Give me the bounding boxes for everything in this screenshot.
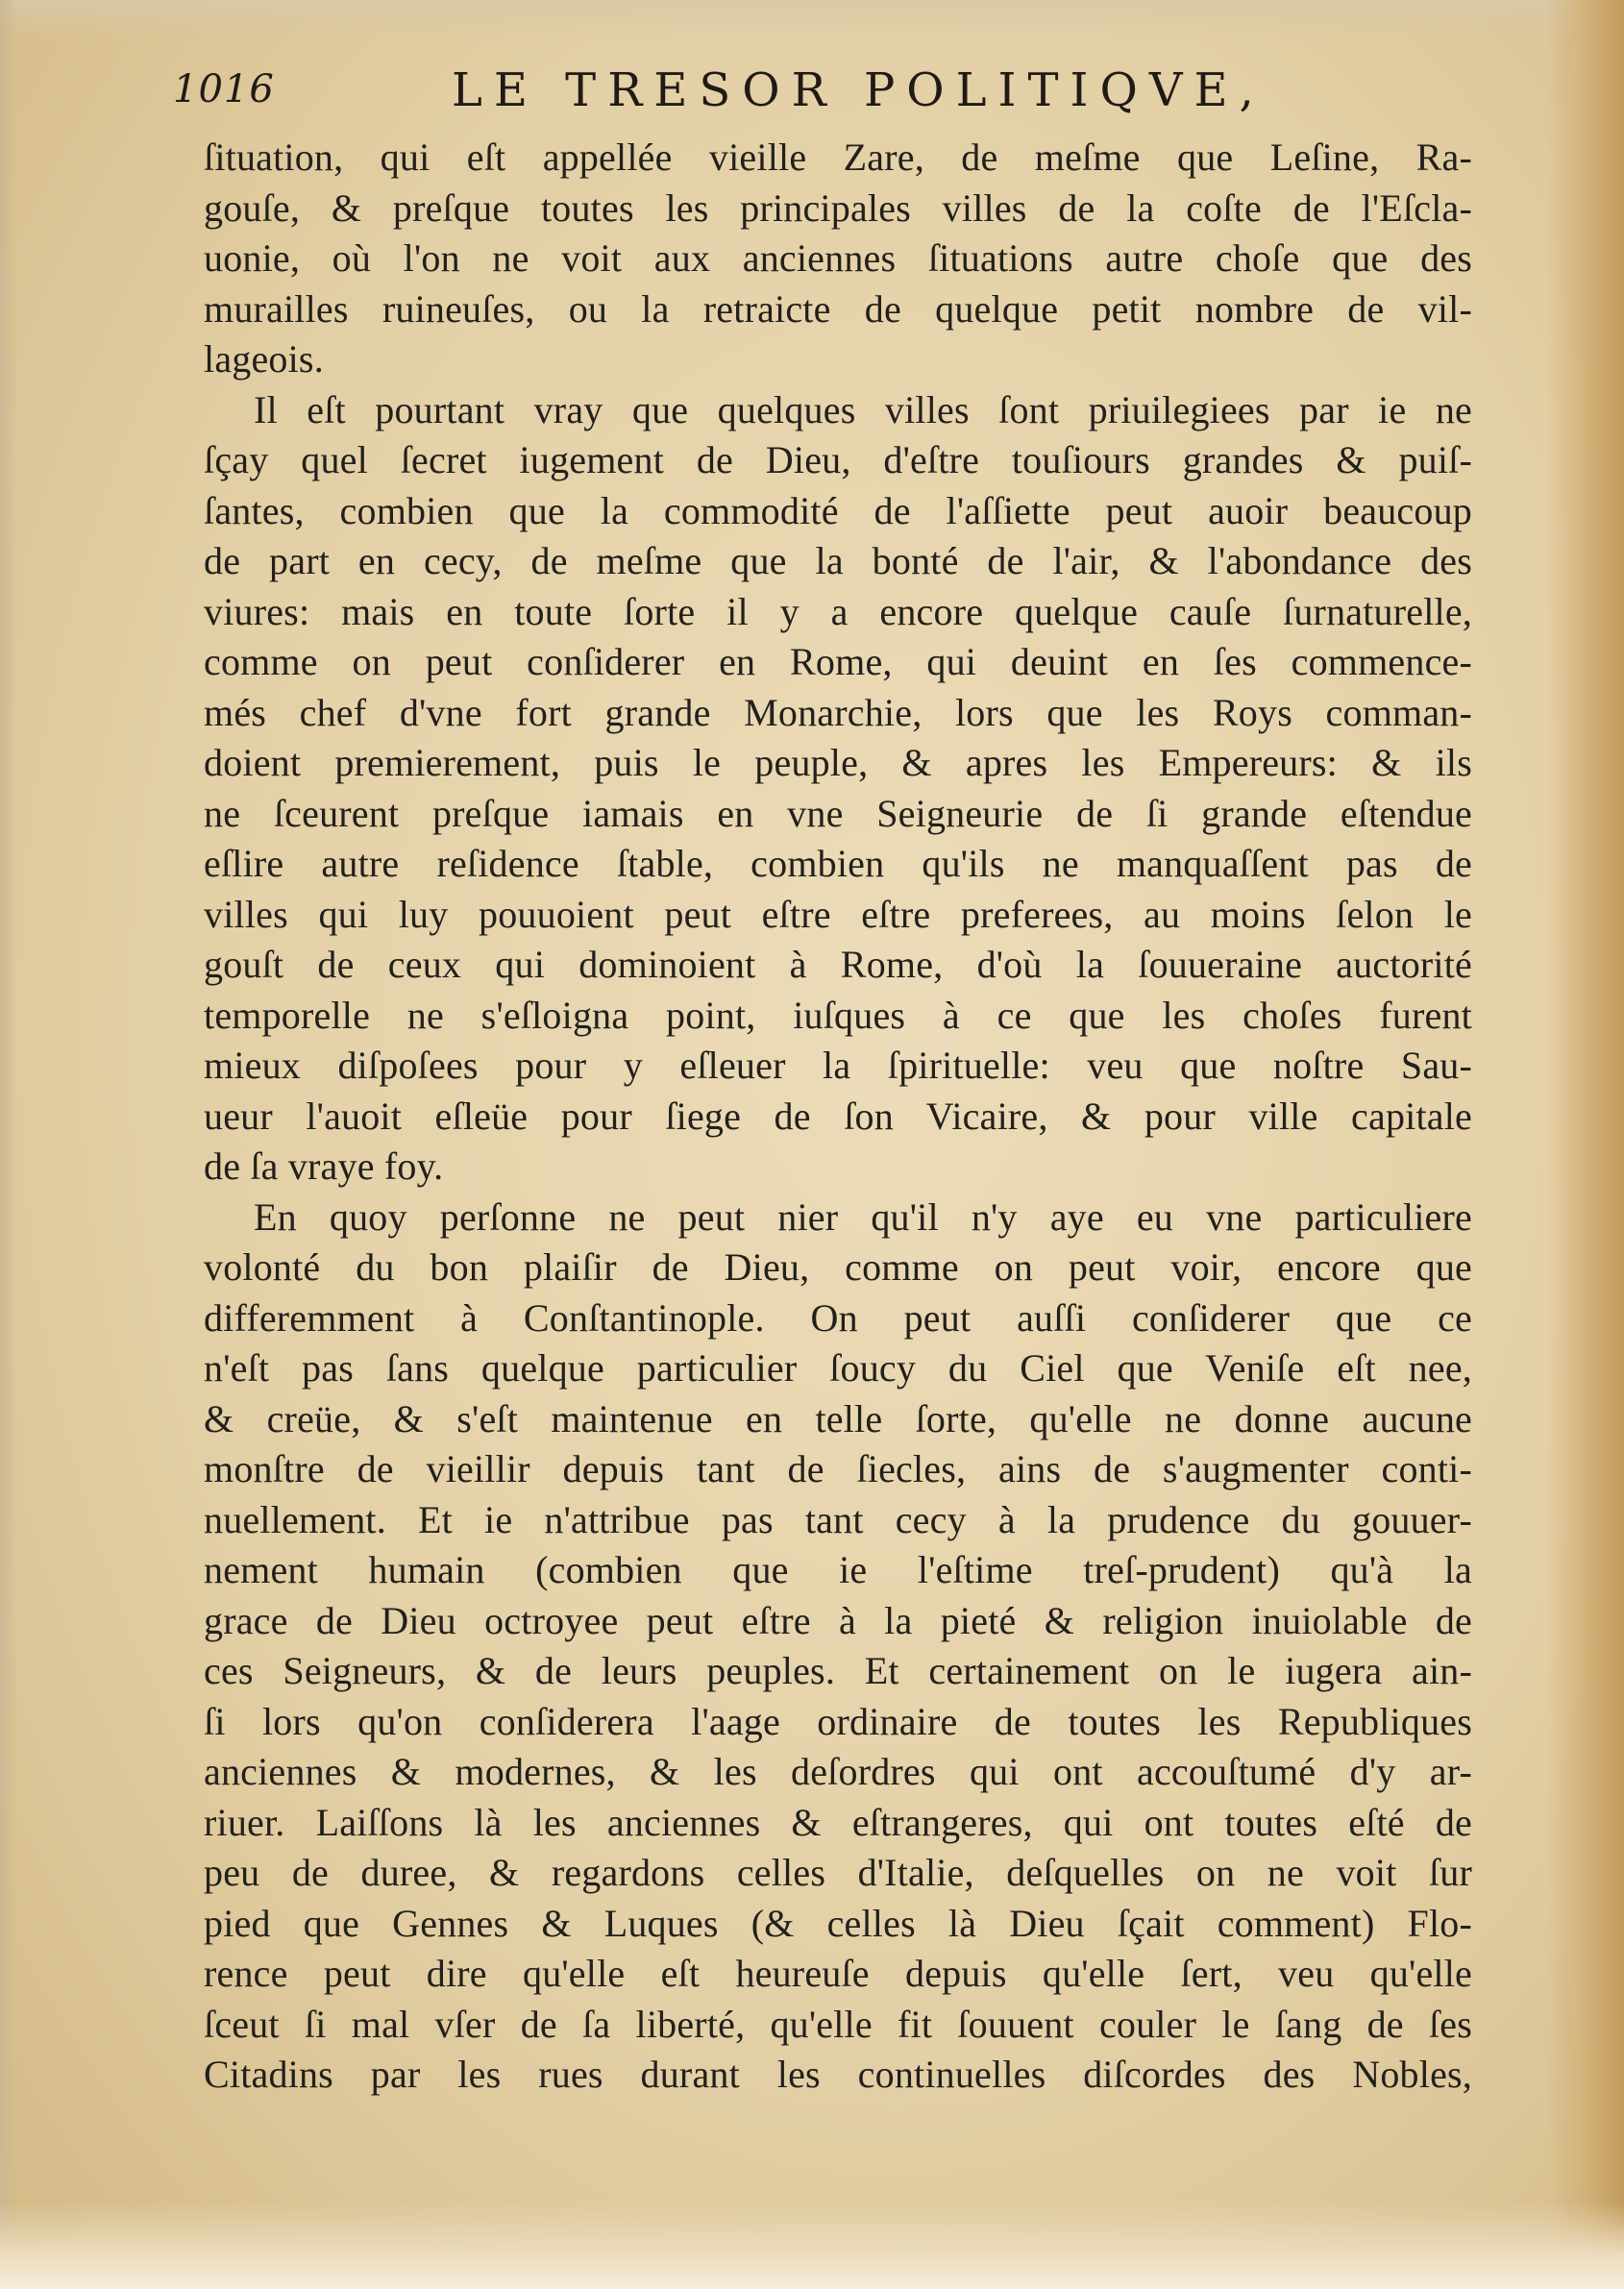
text-line: n'eſt pas ſans quelque particulier ſoucy du Ciel que Veniſe eſt nee,	[204, 1346, 1472, 1390]
paragraph-first-line: En quoy perſonne ne peut nier qu'il n'y aye eu vne particuliere	[254, 1194, 1472, 1239]
text-line: rence peut dire qu'elle eſt heureuſe depuis qu'elle ſert, veu qu'elle	[204, 1952, 1472, 1995]
text-line: ſi lors qu'on conſiderera l'aage ordinaire de toutes les Republiques	[204, 1699, 1472, 1743]
text-line: ſceut ſi mal vſer de ſa liberté, qu'elle fit ſouuent couler le ſang de ſes	[204, 2002, 1472, 2046]
paragraph-first-line: Il eſt pourtant vray que quelques villes ſont priuilegiees par ie ne	[254, 387, 1472, 431]
text-line: peu de duree, & regardons celles d'Italie, deſquelles on ne voit ſur	[204, 1851, 1472, 1894]
text-line: ueur l'auoit eſleüe pour ſiege de ſon Vicaire, & pour ville capitale	[204, 1094, 1472, 1138]
text-line: nuellement. Et ie n'attribue pas tant cecy à la prudence du gouuer-	[204, 1497, 1472, 1541]
text-line: ces Seigneurs, & de leurs peuples. Et certainement on le iugera ain-	[204, 1649, 1472, 1692]
page-shadow-top	[0, 0, 1624, 38]
text-line: comme on peut conſiderer en Rome, qui deuint en ſes commence-	[204, 640, 1472, 683]
text-line: differemment à Conſtantinople. On peut auſſi conſiderer que ce	[204, 1295, 1472, 1340]
text-line: nement humain (combien que ie l'eſtime treſ-prudent) qu'à la	[204, 1548, 1472, 1591]
text-line: gouſt de ceux qui dominoient à Rome, d'où la ſouueraine auctorité	[204, 943, 1472, 986]
text-line: riuer. Laiſſons là les anciennes & eſtrangeres, qui ont toutes eſté de	[204, 1800, 1472, 1844]
text-line: ſçay quel ſecret iugement de Dieu, d'eſtre touſiours grandes & puiſ-	[204, 438, 1472, 481]
page-shadow-left	[0, 0, 17, 2289]
text-line: més chef d'vne fort grande Monarchie, lors que les Roys comman-	[204, 690, 1472, 734]
text-line: monſtre de vieillir depuis tant de ſiecles, ains de s'augmenter conti-	[204, 1447, 1472, 1490]
text-line: de ſa vraye foy.	[204, 1144, 444, 1188]
text-line: villes qui luy pouuoient peut eſtre eſtre preferees, au moins ſelon le	[204, 892, 1472, 936]
text-line: Citadins par les rues durant les continuelles diſcordes des Nobles,	[204, 2053, 1472, 2096]
text-line: ſantes, combien que la commodité de l'aſſiette peut auoir beaucoup	[204, 488, 1472, 532]
text-line: mieux diſpoſees pour y eſleuer la ſpirituelle: veu que noſtre Sau-	[204, 1044, 1472, 1087]
running-title: LE TRESOR POLITIQVE,	[452, 63, 1266, 117]
text-line: lageois.	[204, 337, 324, 381]
text-line: doient premierement, puis le peuple, & apres les Empereurs: & ils	[204, 741, 1472, 784]
text-line: anciennes & modernes, & les deſordres qui ont accouſtumé d'y ar-	[204, 1750, 1472, 1793]
page-gutter-edge	[1547, 0, 1624, 2289]
text-line: eſlire autre reſidence ſtable, combien qu'ils ne manquaſſent pas de	[204, 842, 1472, 885]
text-line: ſituation, qui eſt appellée vieille Zare, de meſme que Leſine, Ra-	[204, 135, 1472, 179]
text-line: pied que Gennes & Luques (& celles là Dieu ſçait comment) Flo-	[204, 1901, 1472, 1945]
text-line: & creüe, & s'eſt maintenue en telle ſorte, qu'elle ne donne aucune	[204, 1396, 1472, 1440]
text-line: grace de Dieu octroyee peut eſtre à la pieté & religion inuiolable de	[204, 1598, 1472, 1642]
text-line: temporelle ne s'eſloigna point, iuſques à ce que les choſes furent	[204, 993, 1472, 1037]
page-number: 1016	[173, 67, 275, 111]
text-line: de part en cecy, de meſme que la bonté de l'air, & l'abondance des	[204, 539, 1472, 582]
text-line: viures: mais en toute ſorte il y a encore quelque cauſe ſurnaturelle,	[204, 589, 1472, 633]
text-line: ne ſceurent preſque iamais en vne Seigneurie de ſi grande eſtendue	[204, 791, 1472, 835]
text-line: gouſe, & preſque toutes les principales villes de la coſte de l'Eſcla-	[204, 185, 1472, 230]
page-bottom-margin	[0, 2203, 1624, 2289]
text-line: uonie, où l'on ne voit aux anciennes ſituations autre choſe que des	[204, 236, 1472, 280]
body-text	[204, 133, 1472, 2101]
text-line: murailles ruineuſes, ou la retraicte de quelque petit nombre de vil-	[204, 286, 1472, 331]
page-header	[163, 60, 1480, 127]
text-line: volonté du bon plaiſir de Dieu, comme on peut voir, encore que	[204, 1245, 1472, 1289]
